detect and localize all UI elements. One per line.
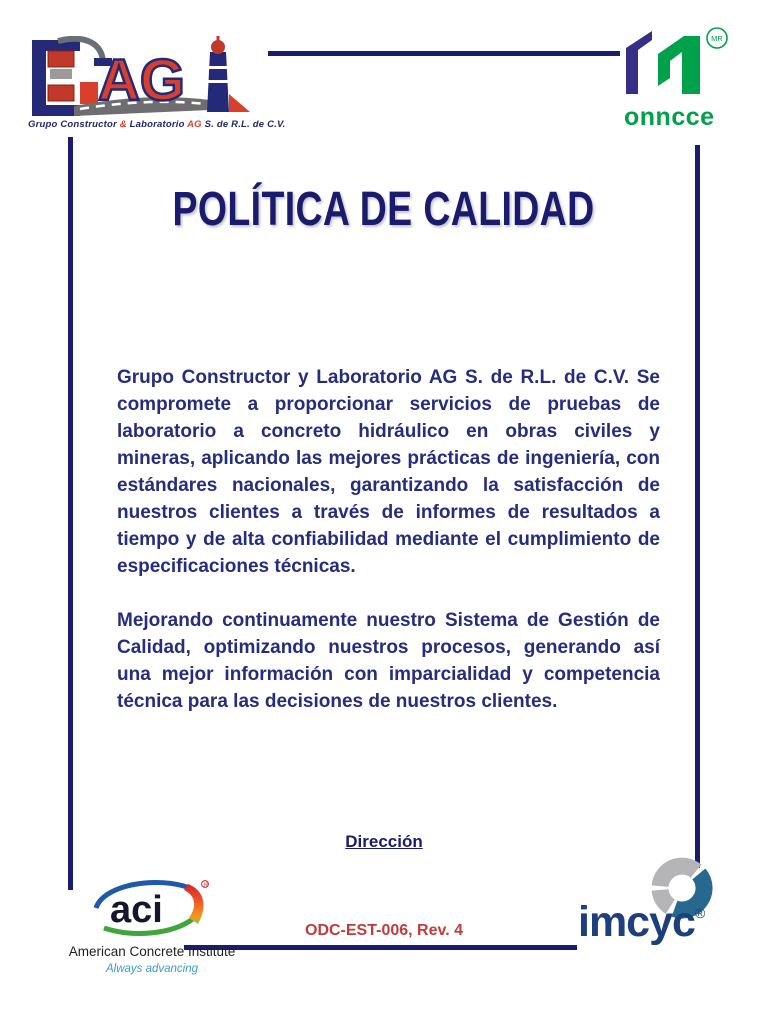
agl-tagline-ampersand: & (119, 119, 127, 130)
agl-tagline (28, 119, 286, 130)
direccion-line (0, 832, 768, 852)
page-border-top (268, 51, 620, 56)
policy-paragraph-2: Mejorando continuamente nuestro Sistema de Gestión de Calidad, optimizando nuestros procesos, generando así una mejor información con imparcialidad y competencia técnica para las decisiones de nuestros clientes. (117, 610, 660, 712)
policy-paragraph-1: Grupo Constructor y Laboratorio AG S. de R.L. de C.V. Se compromete a proporcionar servicios de pruebas de laboratorio a concreto hidráulico en obras civiles y mineras, aplicando las mejores prácticas de ingeniería, con estándares nacionales, garantizando la satisfacción de nuestros clientes a través de informes de resultados a tiempo y de alta confiabilidad mediante el cumplimiento de especificaciones técnicas. (117, 367, 660, 577)
page-title: POLÍTICA DE CALIDAD (172, 183, 596, 236)
title-wrap (0, 182, 768, 237)
page-border-left (68, 137, 73, 890)
aci-slogan: Always advancing (105, 963, 199, 975)
agl-tagline-part1: Grupo Constructor (28, 119, 120, 130)
agl-logo-icon (28, 36, 268, 122)
imcyc-wordmark (578, 898, 704, 947)
onncce-mr-mark: MR (711, 34, 723, 43)
imcyc-name: imcyc (578, 898, 695, 946)
aci-acronym: aci (110, 889, 163, 931)
aci-institute-name: American Concrete Institute (68, 944, 236, 959)
page-border-bottom (184, 945, 577, 950)
imcyc-registered-mark: ® (694, 905, 705, 921)
page-border-right (695, 145, 700, 868)
agl-tagline-part2: Laboratorio (126, 119, 188, 130)
svg-text:R: R (204, 882, 208, 889)
onncce-logo-icon (618, 26, 730, 132)
document-code: ODC-EST-006, Rev. 4 (305, 922, 463, 939)
agl-letters: AG (98, 48, 185, 113)
policy-text (117, 364, 660, 715)
direccion-label: Dirección (345, 832, 423, 851)
agl-tagline-part3: S. de R.L. de C.V. (201, 119, 286, 130)
onncce-wordmark: onncce (624, 103, 715, 131)
agl-tagline-ag: AG (187, 119, 202, 130)
